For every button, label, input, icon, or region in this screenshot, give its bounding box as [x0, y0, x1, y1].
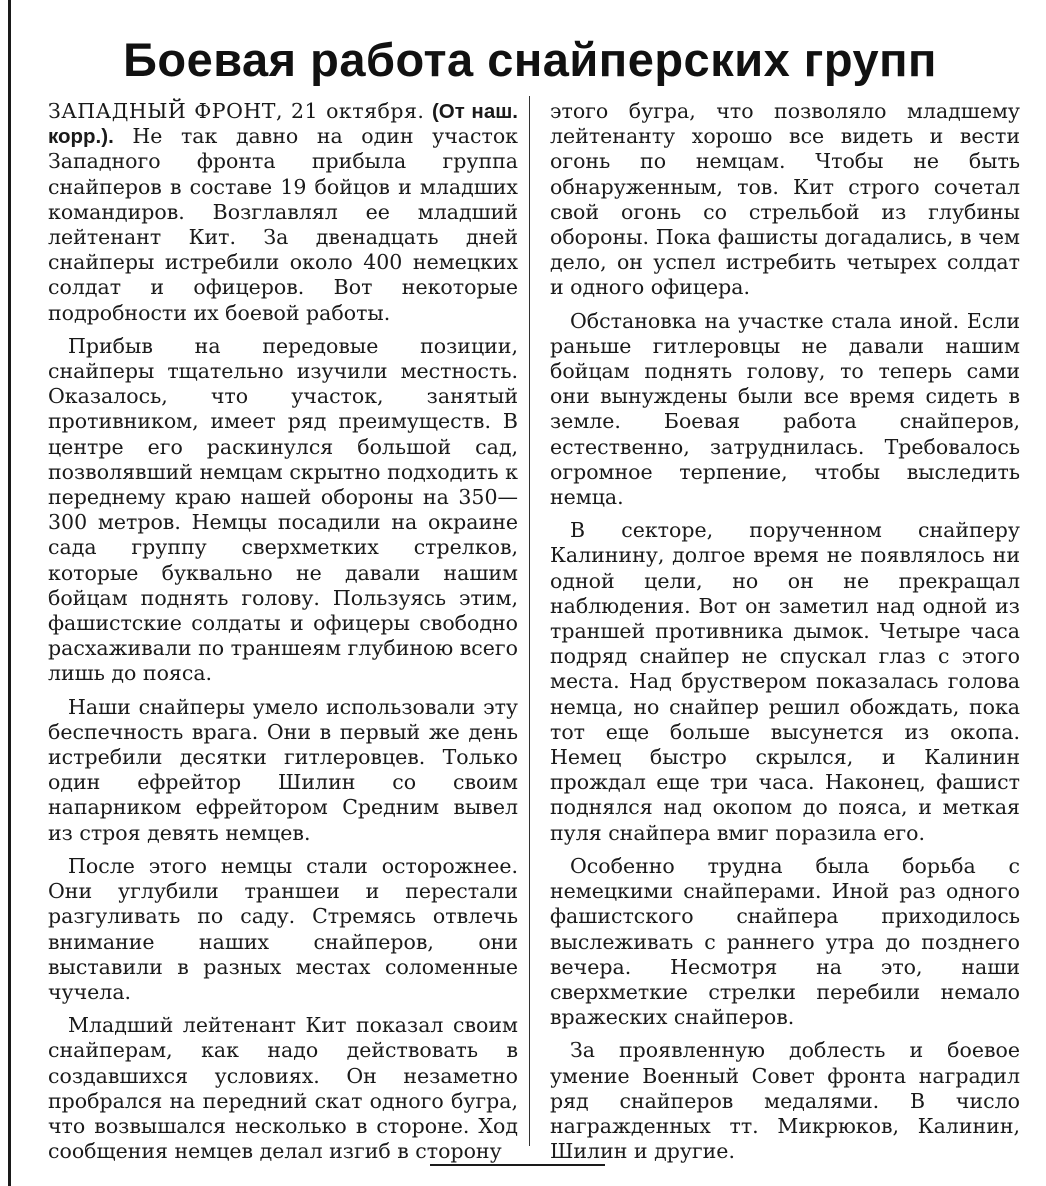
article-paragraph: Обстановка на участке стала иной. Если раньше гитлеровцы не давали нашим бойцам поднять голову, то теперь сами они вынуждены были все время сидеть в земле. Боевая работа снайперов, естественно, затруднилась. Требовалось огромное терпение, чтобы выследить немца. — [550, 308, 1020, 510]
article-column-right — [550, 99, 1020, 1172]
article-end-rule — [430, 1164, 605, 1166]
column-divider — [529, 96, 530, 1146]
paragraph-text: Не так давно на один участок Западного фронта прибыла группа снайперов в составе 19 бойцов и младших командиров. Возглавлял ее младший лейтенант Кит. За двенадцать дней снайперы истребили около 400 немецких солдат и офицеров. Вот некоторые подробности их боевой работы. — [48, 124, 518, 325]
article-paragraph: Прибыв на передовые позиции, снайперы тщательно изучили местность. Оказалось, что участок, занятый противником, имеет ряд преимуществ. В центре его раскинулся большой сад, позволявший немцам скрытно подходить к переднему краю нашей обороны на 350—300 метров. Немцы посадили на окраине сада группу сверхметких стрелков, которые буквально не давали нашим бойцам поднять голову. Пользуясь этим, фашистские солдаты и офицеры свободно расхаживали по траншеям глубиною всего лишь до пояса. — [48, 333, 518, 686]
article-byline: (От наш. корр.). — [48, 100, 518, 149]
article-paragraph: За проявленную доблесть и боевое умение Военный Совет фронта наградил ряд снайперов медалями. В число награжденных тт. Микрюков, Калинин, Шилин и другие. — [550, 1038, 1020, 1164]
article-paragraph: Наши снайперы умело использовали эту беспечность врага. Они в первый же день истребили десятки гитлеровцев. Только один ефрейтор Шилин со своим напарником ефрейтором Средним вывел из строя девять немцев. — [48, 694, 518, 845]
article-paragraph: В секторе, порученном снайперу Калинину, долгое время не появлялось ни одной цели, но он не прекращал наблюдения. Вот он заметил над одной из траншей противника дымок. Четыре часа подряд снайпер не спускал глаз с этого места. Над бруствером показалась голова немца, но снайпер решил обождать, пока тот еще больше высунется из окопа. Немец быстро скрылся, и Калинин прождал еще три часа. Наконец, фашист поднялся над окопом до пояса, и меткая пуля снайпера вмиг поразила его. — [550, 518, 1020, 845]
article-paragraph: После этого немцы стали осторожнее. Они углубили траншеи и перестали разгуливать по саду. Стремясь отвлечь внимание наших снайперов, они выставили в разных местах соломенные чучела. — [48, 853, 518, 1004]
page-left-border — [8, 0, 11, 1186]
article-dateline: ЗАПАДНЫЙ ФРОНТ, 21 октября. — [48, 99, 425, 123]
article-paragraph — [48, 99, 518, 326]
article-paragraph: этого бугра, что позволяло младшему лейтенанту хорошо все видеть и вести огонь по немцам. Чтобы не быть обнаруженным, тов. Кит строго сочетал свой огонь со стрельбой из глубины обороны. Пока фашисты догадались, в чем дело, он успел истребить четырех солдат и одного офицера. — [550, 99, 1020, 300]
article-paragraph: Младший лейтенант Кит показал своим снайперам, как надо действовать в создавшихся условиях. Он незаметно пробрался на передний скат одного бугра, что возвышался несколько в стороне. Ход сообщения немцев делал изгиб в сторону — [48, 1013, 518, 1164]
article-headline: Боевая работа снайперских групп — [123, 33, 937, 86]
article-column-left — [48, 99, 518, 1172]
article-paragraph: Особенно трудна была борьба с немецкими снайперами. Иной раз одного фашистского снайпера приходилось выслеживать с раннего утра до позднего вечера. Несмотря на это, наши сверхметкие стрелки перебили немало вражеских снайперов. — [550, 853, 1020, 1030]
